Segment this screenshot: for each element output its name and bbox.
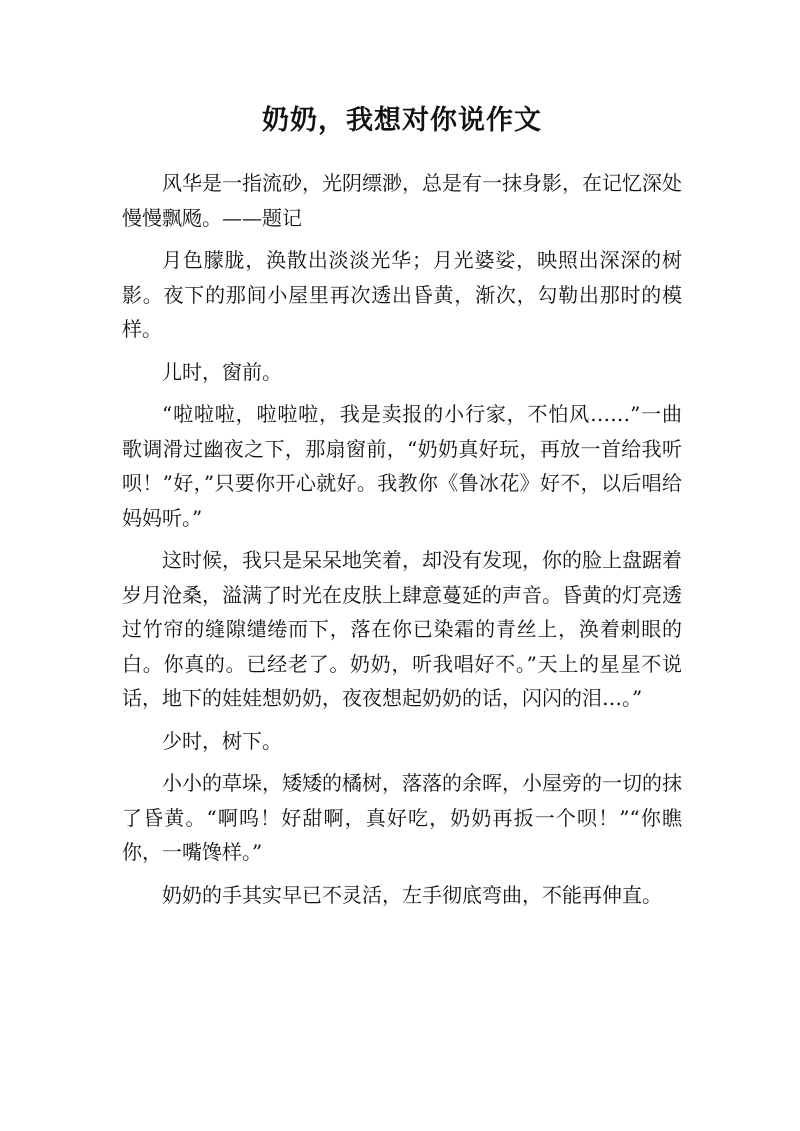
paragraph-8: 奶奶的手其实早已不灵活，左手彻底弯曲，不能再伸直。 [162, 882, 662, 907]
paragraph-3: 儿时，窗前。 [162, 359, 282, 384]
document-page [122, 92, 682, 920]
paragraph-4: “啦啦啦，啦啦啦，我是卖报的小行家，不怕风……”一曲歌调滑过幽夜之下，那扇窗前，“奶奶真好玩，再放一首给我听呗！”好，”只要你开心就好。我教你《鲁冰花》好不，以后唱给妈妈听。” [122, 402, 682, 530]
paragraph-5: 这时候，我只是呆呆地笑着，却没有发现，你的脸上盘踞着岁月沧桑，溢满了时光在皮肤上肆意蔓延的声音。昏黄的灯亮透过竹帘的缝隙缱绻而下，落在你已染霜的青丝上，涣着刺眼的白。你真的。已经老了。奶奶，听我唱好不。”天上的星星不说话，地下的娃娃想奶奶，夜夜想起奶奶的话，闪闪的泪…。” [122, 548, 682, 710]
paragraph-6: 少时，树下。 [162, 728, 282, 753]
paragraph-2: 月色朦胧，涣散出淡淡光华；月光婆娑，映照出深深的树影。夜下的那间小屋里再次透出昏黄，渐次，勾勒出那时的模样。 [122, 248, 682, 341]
paragraph-1: 风华是一指流砂，光阴缥渺，总是有一抹身影，在记忆深处慢慢飘飏。——题记 [122, 171, 682, 230]
paragraph-7: 小小的草垛，矮矮的橘树，落落的余晖，小屋旁的一切的抹了昏黄。“啊呜！好甜啊，真好吃，奶奶再扳一个呗！”“你瞧你，一嘴馋样。” [122, 771, 682, 864]
document-title: 奶奶，我想对你说作文 [262, 105, 542, 136]
